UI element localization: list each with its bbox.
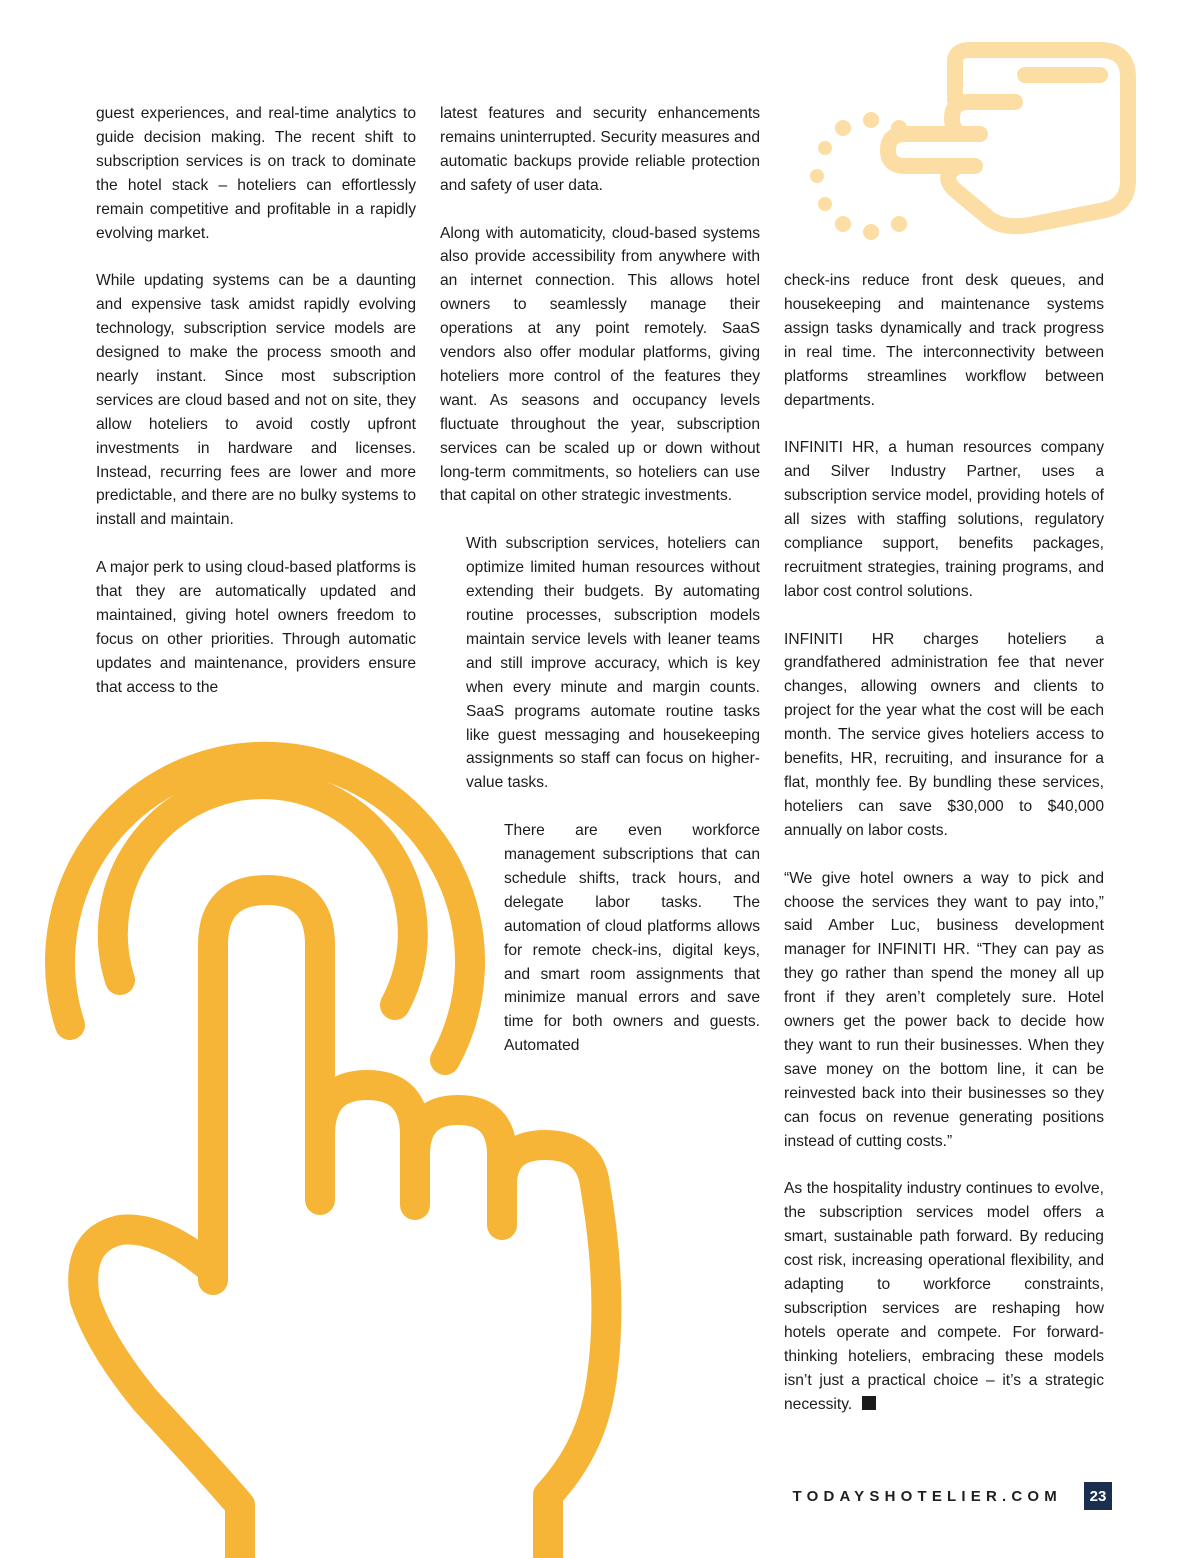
paragraph: A major perk to using cloud-based platforms is that they are automatically updated and maintained, giving hotel owners freedom to focus on other priorities. Through automatic updates and maintenance, providers ensure that access to the — [96, 559, 416, 696]
site-name: TODAYSHOTELIER.COM — [792, 1487, 1062, 1505]
paragraph: guest experiences, and real-time analytics to guide decision making. The recent shift to subscription services is on track to dominate the hotel stack – hoteliers can effortlessly remain competitive and profitable in a rapidly evolving market. — [96, 105, 416, 242]
closing-paragraph — [784, 1177, 1104, 1416]
paragraph: latest features and security enhancements remains uninterrupted. Security measures and automatic backups provide reliable protection and safety of user data. — [440, 105, 760, 194]
paragraph: check-ins reduce front desk queues, and housekeeping and maintenance systems assign tasks dynamically and track progress in real time. The interconnectivity between platforms streamlines workflow between departments. — [784, 272, 1104, 409]
paragraph: INFINITI HR charges hoteliers a grandfathered administration fee that never changes, allowing owners and clients to project for the year what the cost will be each month. The service gives hoteliers access to benefits, HR, recruiting, and insurance for a flat, monthly fee. By bundling these services, hoteliers can save $30,000 to $40,000 annually on labor costs. — [784, 630, 1104, 839]
hand-palm-edge — [83, 1230, 240, 1558]
page-footer — [760, 1482, 1112, 1510]
swipe-hand-outline — [888, 50, 1128, 226]
page-number: 23 — [1084, 1482, 1112, 1510]
paragraph: With subscription services, hoteliers can optimize limited human resources without extending their budgets. By automating routine processes, subscription models maintain service levels with leaner teams and still improve accuracy, which is key when every minute and margin counts. SaaS programs automate routine tasks like guest messaging and housekeeping assignments so staff can focus on higher-value tasks. — [466, 535, 760, 792]
paragraph: Along with automaticity, cloud-based systems also provide accessibility from anywhere with an internet connection. This allows hotel owners to seamlessly manage their operations at any point remotely. SaaS vendors also offer modular platforms, giving hoteliers more control of the features they want. As seasons and occupancy levels fluctuate throughout the year, subscription services can be scaled up or down without long-term commitments, so hoteliers can use that capital on other strategic investments. — [440, 224, 760, 505]
article-column-1 — [96, 102, 416, 724]
hand-swipe-icon — [800, 30, 1150, 270]
article-column-3 — [784, 269, 1104, 1416]
paragraph-text: As the hospitality industry continues to evolve, the subscription services model offers a smart, sustainable path forward. By reducing cost risk, increasing operational flexibility, and adapting to workforce constraints, subscription services are reshaping how hotels operate and compete. For forward-thinking hoteliers, embracing these models isn’t just a practical choice – it’s a strategic necessity. — [784, 1180, 1104, 1413]
paragraph: While updating systems can be a daunting and expensive task amidst rapidly evolving technology, subscription service models are designed to make the process smooth and nearly instant. Since most subscription services are cloud based and not on site, they allow hoteliers to avoid costly upfront investments in hardware and licenses. Instead, recurring fees are lower and more predictable, and there are no bulky systems to install and maintain. — [96, 272, 416, 529]
article-column-2 — [440, 102, 760, 1082]
end-of-article-mark — [862, 1396, 876, 1410]
paragraph: INFINITI HR, a human resources company and Silver Industry Partner, uses a subscription service model, providing hotels of all sizes with staffing solutions, regulatory compliance support, benefits packages, recruitment strategies, training programs, and labor cost control solutions. — [784, 439, 1104, 600]
paragraph: There are even workforce management subscriptions that can schedule shifts, track hours, and delegate labor tasks. The automation of cloud platforms allows for remote check-ins, digital keys, and smart room assignments that minimize manual errors and save time for both owners and guests. Automated — [504, 822, 760, 1055]
swipe-dots — [810, 112, 907, 240]
paragraph: “We give hotel owners a way to pick and choose the services they want to pay into,” said Amber Luc, business development manager for INFINITI HR. “They can pay as they go rather than spend the money all up front if they aren’t completely sure. Hotel owners get the power back to decide how they want to run their businesses. When they save money on the bottom line, it can be reinvested back into their businesses so they can focus on revenue generating positions instead of cutting costs.” — [784, 869, 1104, 1150]
